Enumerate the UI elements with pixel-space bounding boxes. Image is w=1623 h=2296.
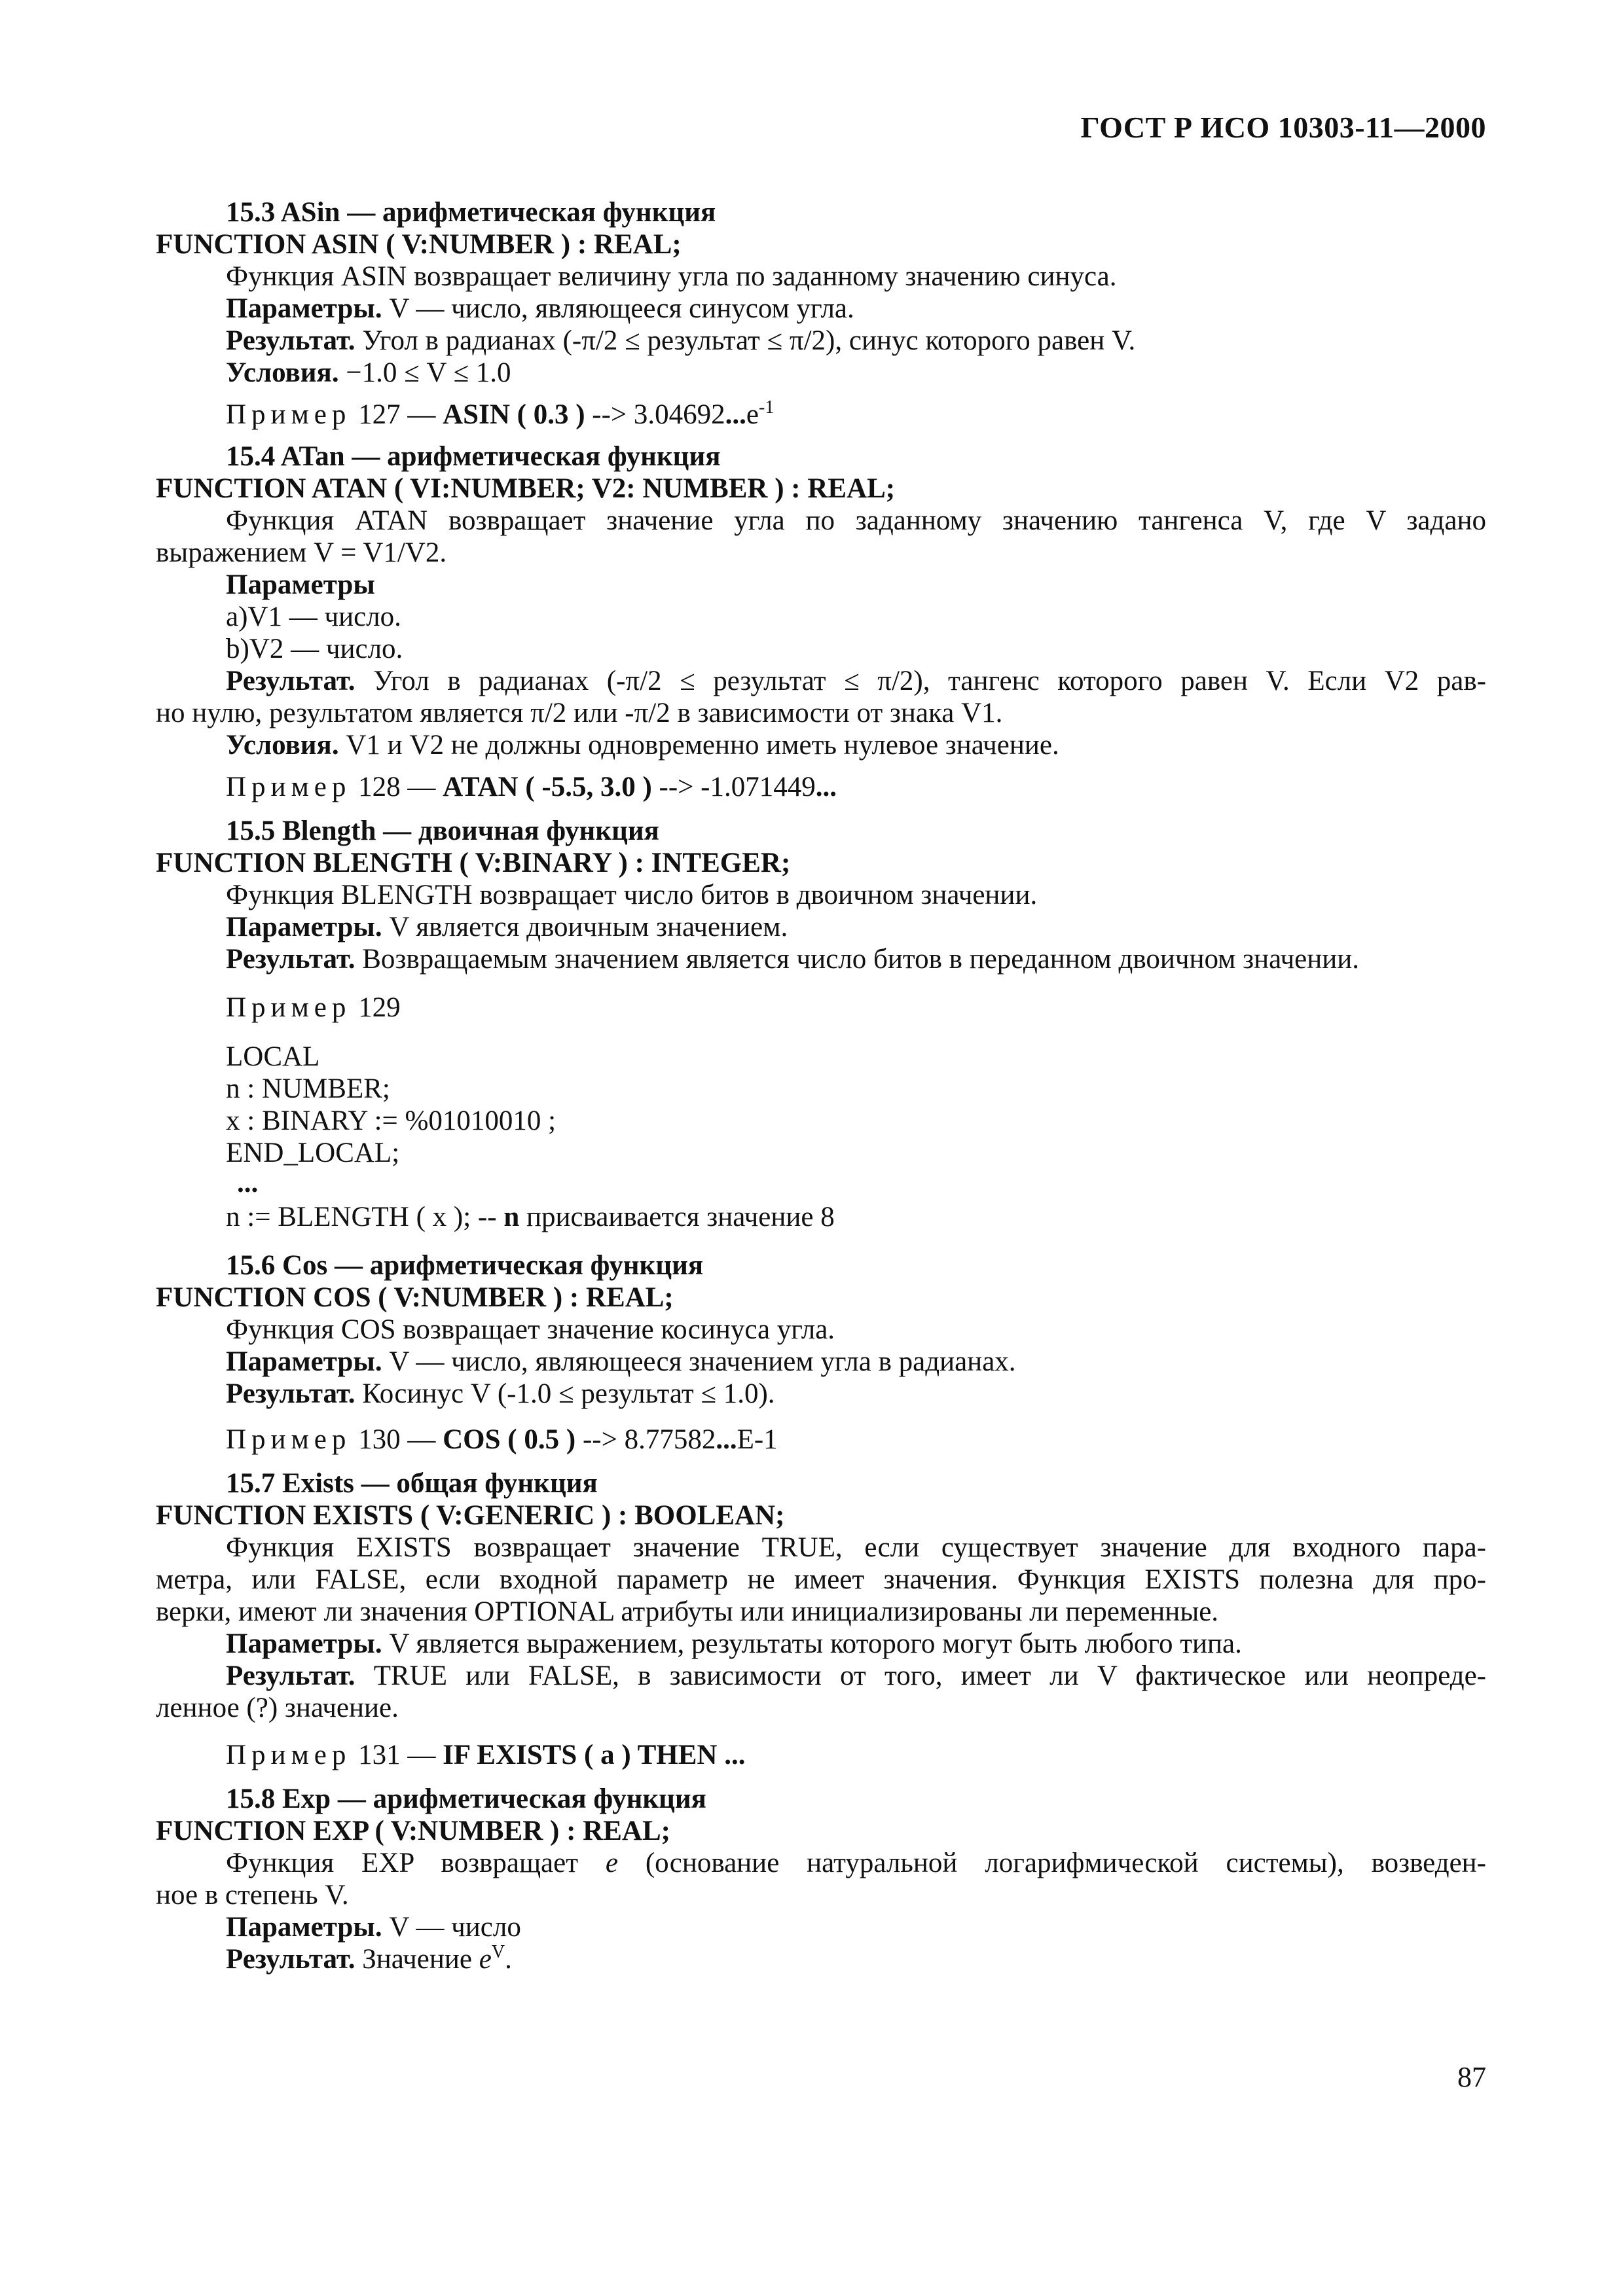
result-text: Косинус V (-1.0 ≤ результат ≤ 1.0).	[355, 1378, 775, 1409]
description-exp-line2: ное в степень V.	[156, 1880, 349, 1910]
result-e: e	[479, 1944, 492, 1975]
result-text: Возвращаемым значением является число битов в переданном двоичном значении.	[355, 944, 1359, 975]
params-text: V является выражением, результаты которого могут быть любого типа.	[382, 1628, 1242, 1659]
result-atan-line2: но нулю, результатом является π/2 или -π/2 в зависимости от знака V1.	[156, 698, 1003, 728]
page-number: 87	[1457, 2061, 1486, 2093]
params-text: V — число, являющееся значением угла в радианах.	[382, 1346, 1016, 1377]
example-tail: --> -1.071449	[651, 772, 816, 802]
example-word: Пример	[226, 1424, 352, 1455]
conditions-label: Условия.	[226, 730, 339, 761]
code-line-n: n : NUMBER;	[226, 1073, 390, 1104]
function-signature-exists: FUNCTION EXISTS ( V:GENERIC ) : BOOLEAN;	[156, 1500, 785, 1531]
result-asin	[226, 327, 1135, 355]
parameters-asin	[226, 295, 854, 323]
param-b: b)V2 — число.	[226, 634, 403, 664]
example-129	[226, 994, 401, 1022]
result-blength	[226, 945, 1359, 973]
example-num: 128 —	[351, 772, 443, 802]
description-exists-line1: Функция EXISTS возвращает значение TRUE, если существует значение для входного пара-	[226, 1532, 1486, 1563]
result-text: Угол в радианах (-π/2 ≤ результат ≤ π/2), синус которого равен V.	[355, 325, 1136, 356]
param-a: a)V1 — число.	[226, 601, 401, 632]
example-code: ASIN ( 0.3 )	[443, 399, 585, 430]
section-title-exp: 15.8 Exp — арифметическая функция	[226, 1784, 706, 1814]
code-line-end-local: END_LOCAL;	[226, 1138, 400, 1168]
code-line-assign	[226, 1203, 835, 1231]
result-sup: V	[491, 1942, 505, 1962]
conditions-text: V1 и V2 не должны одновременно иметь нулевое значение.	[338, 730, 1059, 761]
params-label: Параметры.	[226, 293, 382, 324]
params-label-atan: Параметры	[226, 569, 375, 600]
result-label: Результат.	[226, 944, 356, 975]
example-tail: --> 8.77582	[575, 1424, 716, 1455]
example-dots: ...	[725, 399, 746, 430]
description-atan-line1: Функция ATAN возвращает значение угла по заданному значению тангенса V, где V задано	[226, 505, 1486, 536]
conditions-atan	[226, 731, 1059, 759]
code-assign-var: n	[503, 1202, 520, 1232]
code-ellipsis: ...	[237, 1168, 259, 1198]
result-label: Результат.	[226, 325, 356, 356]
example-end: E-1	[737, 1424, 778, 1455]
params-label: Параметры.	[226, 1628, 382, 1659]
function-signature-blength: FUNCTION BLENGTH ( V:BINARY ) : INTEGER;	[156, 848, 791, 878]
section-title-blength: 15.5 Blength — двоичная функция	[226, 816, 659, 846]
example-code: IF EXISTS ( a ) THEN ...	[443, 1740, 746, 1770]
params-label: Параметры.	[226, 1912, 382, 1943]
description-atan-line2: выражением V = V1/V2.	[156, 537, 447, 568]
description-exists-line2: метра, или FALSE, если входной параметр не имеет значения. Функция EXISTS полезна для про-	[156, 1564, 1486, 1595]
example-word: Пример	[226, 399, 352, 430]
function-signature-cos: FUNCTION COS ( V:NUMBER ) : REAL;	[156, 1282, 674, 1313]
description-blength: Функция BLENGTH возвращает число битов в двоичном значении.	[226, 880, 1038, 910]
result-cos	[226, 1380, 775, 1408]
code-line-local: LOCAL	[226, 1041, 320, 1072]
result-exists-line1	[226, 1662, 1486, 1690]
section-title-asin: 15.3 ASin — арифметическая функция	[226, 197, 716, 228]
example-num: 130 —	[351, 1424, 443, 1455]
function-signature-asin: FUNCTION ASIN ( V:NUMBER ) : REAL;	[156, 229, 682, 260]
parameters-exists	[226, 1630, 1242, 1658]
example-dots: ...	[716, 1424, 737, 1455]
result-exists-line2: ленное (?) значение.	[156, 1693, 399, 1723]
example-word: Пример	[226, 772, 352, 802]
description-cos: Функция COS возвращает значение косинуса угла.	[226, 1314, 835, 1345]
result-text: TRUE или FALSE, в зависимости от того, имеет ли V фактическое или неопреде-	[355, 1660, 1486, 1691]
section-title-cos: 15.6 Cos — арифметическая функция	[226, 1250, 704, 1281]
example-word: Пример	[226, 992, 352, 1023]
result-label: Результат.	[226, 1944, 356, 1975]
example-dots: ...	[815, 772, 837, 802]
desc-post: (основание натуральной логарифмической системы), возведен-	[617, 1848, 1486, 1878]
conditions-text: −1.0 ≤ V ≤ 1.0	[338, 357, 511, 388]
example-num: 127 —	[351, 399, 443, 430]
section-title-atan: 15.4 ATan — арифметическая функция	[226, 441, 721, 472]
parameters-blength	[226, 913, 788, 941]
example-128	[226, 773, 837, 801]
result-label: Результат.	[226, 1378, 356, 1409]
description-exists-line3: верки, имеют ли значения OPTIONAL атрибуты или инициализированы ли переменные.	[156, 1596, 1219, 1627]
document-header: ГОСТ Р ИСО 10303-11—2000	[1080, 111, 1486, 144]
conditions-asin	[226, 359, 511, 387]
desc-pre: Функция EXP возвращает	[226, 1848, 606, 1878]
params-label: Параметры.	[226, 912, 382, 942]
function-signature-exp: FUNCTION EXP ( V:NUMBER ) : REAL;	[156, 1816, 670, 1846]
params-text: V является двоичным значением.	[382, 912, 788, 942]
example-130	[226, 1426, 778, 1454]
example-sup: -1	[759, 397, 775, 418]
code-line-x: x : BINARY := %01010010 ;	[226, 1105, 556, 1136]
params-text: V — число	[382, 1912, 521, 1943]
result-label: Результат.	[226, 666, 356, 696]
example-num: 131 —	[351, 1740, 443, 1770]
result-text: Значение	[355, 1944, 479, 1975]
parameters-cos	[226, 1348, 1016, 1376]
function-signature-atan: FUNCTION ATAN ( VI:NUMBER; V2: NUMBER ) : REAL;	[156, 473, 896, 504]
params-text: V — число, являющееся синусом угла.	[382, 293, 854, 324]
example-word: Пример	[226, 1740, 352, 1770]
example-num: 129	[351, 992, 401, 1023]
example-131	[226, 1741, 745, 1769]
example-code: ATAN ( -5.5, 3.0 )	[443, 772, 652, 802]
desc-e: e	[605, 1848, 618, 1878]
result-atan-line1	[226, 667, 1486, 695]
example-127	[226, 397, 775, 430]
params-label: Параметры.	[226, 1346, 382, 1377]
description-asin: Функция ASIN возвращает величину угла по заданному значению синуса.	[226, 261, 1117, 292]
code-assign-pre: n := BLENGTH ( x ); --	[226, 1202, 504, 1232]
result-exp	[226, 1942, 512, 1975]
result-end: .	[505, 1944, 512, 1975]
example-code: COS ( 0.5 )	[443, 1424, 576, 1455]
parameters-exp	[226, 1913, 521, 1941]
example-e: e	[746, 399, 759, 430]
section-title-exists: 15.7 Exists — общая функция	[226, 1468, 598, 1499]
example-tail: --> 3.04692	[585, 399, 725, 430]
result-text: Угол в радианах (-π/2 ≤ результат ≤ π/2), тангенс которого равен V. Если V2 рав-	[355, 666, 1486, 696]
description-exp-line1	[226, 1849, 1486, 1877]
result-label: Результат.	[226, 1660, 356, 1691]
code-assign-post: присваивается значение 8	[519, 1202, 835, 1232]
conditions-label: Условия.	[226, 357, 339, 388]
